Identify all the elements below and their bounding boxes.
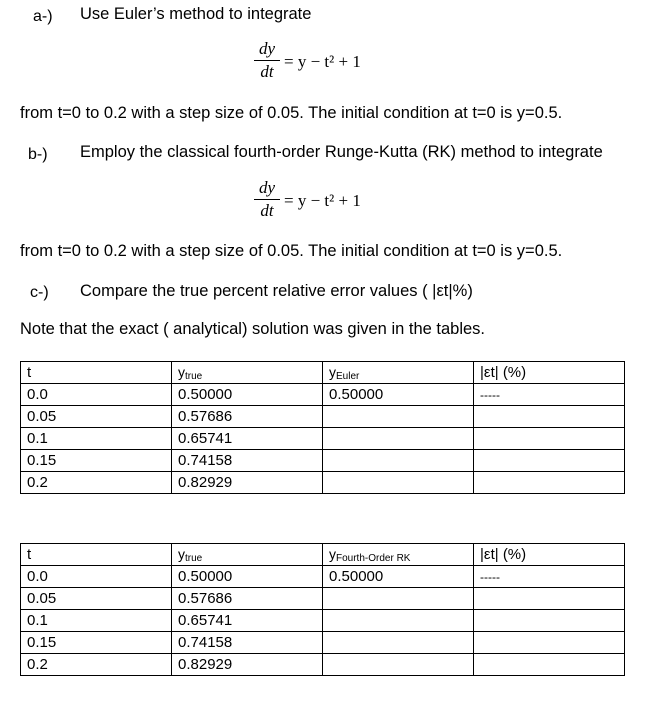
rk-table [20, 543, 625, 676]
part-c-label: c-) [30, 284, 49, 301]
equation-b-rhs: = y − t² + 1 [284, 191, 361, 210]
cell-t: 0.1 [21, 428, 172, 450]
table-row [21, 610, 625, 632]
cell-error[interactable]: ----- [474, 566, 625, 588]
table-row [21, 632, 625, 654]
table-header-row [21, 362, 625, 384]
cell-y-true: 0.57686 [172, 406, 323, 428]
cell-y-rk[interactable] [323, 610, 474, 632]
equation-a-rhs: = y − t² + 1 [284, 52, 361, 71]
cell-y-true: 0.82929 [172, 654, 323, 676]
cell-y-euler[interactable] [323, 450, 474, 472]
part-b-range: from t=0 to 0.2 with a step size of 0.05. The initial condition at t=0 is y=0.5. [20, 242, 563, 260]
cell-error[interactable] [474, 654, 625, 676]
cell-error[interactable] [474, 588, 625, 610]
header-y-rk: $y_{Fourth-Order RK}$ [323, 544, 474, 566]
table-row [21, 566, 625, 588]
equation-a-fraction [252, 40, 282, 81]
euler-table [20, 361, 625, 494]
part-b-text: Employ the classical fourth-order Runge-Kutta (RK) method to integrate [80, 143, 603, 161]
cell-t: 0.1 [21, 610, 172, 632]
cell-y-true: 0.74158 [172, 632, 323, 654]
cell-y-rk[interactable] [323, 654, 474, 676]
cell-t: 0.15 [21, 450, 172, 472]
equation-b-denominator: dt [260, 201, 274, 220]
note-text: Note that the exact ( analytical) solution was given in the tables. [20, 320, 486, 338]
part-a-range: from t=0 to 0.2 with a step size of 0.05. The initial condition at t=0 is y=0.5. [20, 104, 563, 122]
cell-t: 0.05 [21, 588, 172, 610]
cell-error[interactable] [474, 406, 625, 428]
header-t: t [21, 362, 172, 384]
equation-b-numerator: dy [258, 178, 276, 197]
cell-error[interactable] [474, 610, 625, 632]
table-row [21, 428, 625, 450]
cell-t: 0.15 [21, 632, 172, 654]
equation-a-denominator: dt [260, 62, 274, 81]
cell-t: 0.0 [21, 384, 172, 406]
cell-y-true: 0.65741 [172, 428, 323, 450]
cell-y-euler[interactable]: 0.50000 [323, 384, 474, 406]
cell-t: 0.2 [21, 654, 172, 676]
part-a-text: Use Euler’s method to integrate [80, 5, 312, 23]
cell-y-rk[interactable]: 0.50000 [323, 566, 474, 588]
header-t: t [21, 544, 172, 566]
header-y-true: $y_{true}$ [172, 544, 323, 566]
header-error: |εt| (%) [474, 362, 625, 384]
cell-error[interactable] [474, 472, 625, 494]
cell-t: 0.2 [21, 472, 172, 494]
table-header-row [21, 544, 625, 566]
cell-y-euler[interactable] [323, 428, 474, 450]
cell-error[interactable] [474, 428, 625, 450]
table-row [21, 406, 625, 428]
cell-y-euler[interactable] [323, 406, 474, 428]
table-row [21, 472, 625, 494]
part-b-label: b-) [28, 146, 48, 163]
table-row [21, 450, 625, 472]
table-row [21, 384, 625, 406]
cell-y-euler[interactable] [323, 472, 474, 494]
table-row [21, 588, 625, 610]
equation-a-numerator: dy [258, 39, 276, 58]
cell-y-true: 0.74158 [172, 450, 323, 472]
cell-error[interactable]: ----- [474, 384, 625, 406]
cell-t: 0.05 [21, 406, 172, 428]
cell-error[interactable] [474, 450, 625, 472]
cell-y-true: 0.50000 [172, 566, 323, 588]
cell-y-rk[interactable] [323, 588, 474, 610]
header-y-euler: $y_{Euler}$ [323, 362, 474, 384]
equation-b-fraction [252, 179, 282, 220]
table-row [21, 654, 625, 676]
header-error: |εt| (%) [474, 544, 625, 566]
cell-error[interactable] [474, 632, 625, 654]
cell-y-rk[interactable] [323, 632, 474, 654]
cell-y-true: 0.82929 [172, 472, 323, 494]
cell-y-true: 0.57686 [172, 588, 323, 610]
cell-y-true: 0.65741 [172, 610, 323, 632]
part-a-label: a-) [33, 8, 53, 25]
cell-t: 0.0 [21, 566, 172, 588]
header-y-true: $y_{true}$ [172, 362, 323, 384]
cell-y-true: 0.50000 [172, 384, 323, 406]
part-c-text: Compare the true percent relative error values ( |εt|%) [80, 282, 473, 300]
